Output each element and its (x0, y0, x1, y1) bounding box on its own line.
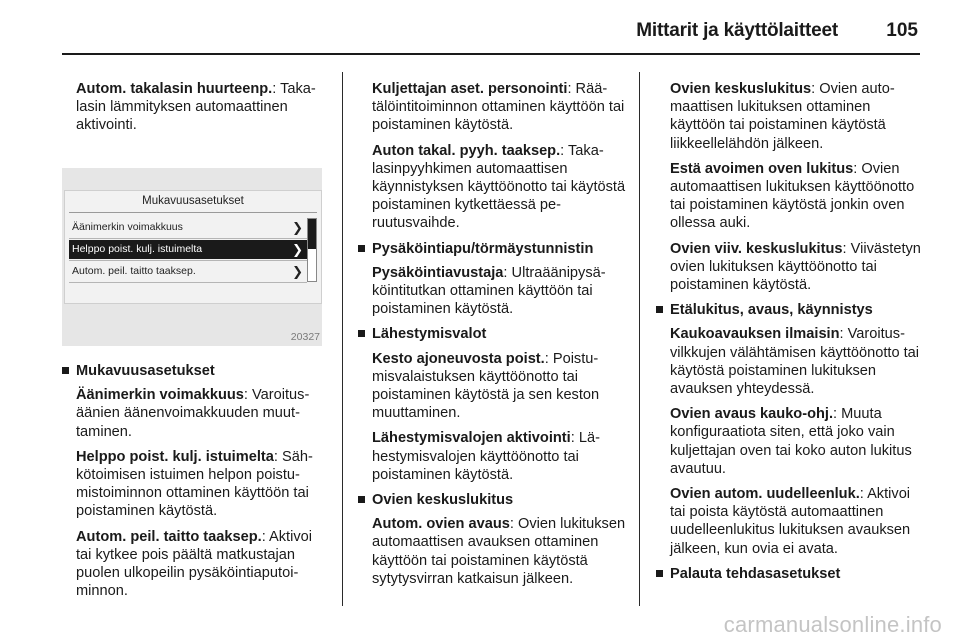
screen-row-volume[interactable] (69, 218, 307, 237)
setting-term: Ovien avaus kauko-ohj. (670, 406, 834, 423)
setting-description (656, 80, 924, 153)
setting-term: Ovien keskuslukitus (670, 81, 812, 97)
chevron-right-icon: ❯ (292, 242, 303, 257)
header-rule (62, 53, 920, 55)
setting-description (656, 240, 924, 295)
bullet-square-icon (656, 570, 663, 577)
setting-term: Ovien viiv. keskuslukitus (670, 240, 843, 257)
screen-title-rule (69, 212, 317, 213)
page-header-title: Mittarit ja käyttölaitteet (636, 20, 838, 41)
section-title: Etälukitus, avaus, käynnistys (670, 302, 873, 319)
setting-text: : Ovien lukituksen automaattisen avauksen ottaminen käyttöön tai poistaminen käytöstä sytytysvirran katkaisun jälkeen. (372, 516, 626, 587)
setting-term: Lähestymisvalojen aktivointi (372, 430, 571, 447)
bullet-square-icon (656, 306, 663, 313)
section-title: Lähestymisvalot (372, 326, 487, 343)
setting-term: Pysäköintiavustaja (372, 264, 504, 281)
setting-description (656, 160, 924, 233)
screen-row-label: Helppo poist. kulj. istuimelta (72, 243, 203, 255)
section-heading (656, 301, 924, 319)
screen-row-easy-exit[interactable] (69, 240, 307, 259)
bullet-square-icon (358, 496, 365, 503)
bullet-square-icon (358, 245, 365, 252)
row-divider (69, 238, 307, 239)
screen-row-label: Äänimerkin voimakkuus (72, 221, 183, 233)
figure-number: 20327 (290, 331, 320, 343)
setting-text: : Ovien automaattisen lukituksen käyttöönotto tai poistaminen käytöstä jonkin oven ollessa auki. (670, 160, 915, 232)
setting-term: Autom. peil. taitto taaksep. (76, 528, 262, 545)
display-figure (62, 168, 322, 346)
setting-text: : Ultraäänipysäköintitutkan ottaminen käyttöön tai poistaminen käytöstä. (372, 264, 606, 318)
intro-paragraph (62, 80, 326, 135)
setting-text: : Lähestymisvalojen käyttöönotto tai poistaminen käytöstä. (372, 430, 600, 483)
left-column (62, 80, 326, 142)
setting-description (358, 142, 626, 233)
column-divider-1 (342, 72, 343, 606)
setting-text: : Sähkötoimisen istuimen helpon poistumistoiminnon ottaminen käyttöön tai poistaminen käytöstä. (76, 448, 313, 520)
setting-description (358, 264, 626, 319)
section-heading (656, 565, 924, 583)
setting-term: Kuljettajan aset. personointi (372, 81, 568, 97)
row-divider (69, 260, 307, 261)
setting-term: Auton takal. pyyh. taaksep. (372, 142, 561, 159)
setting-text: : Aktivoi tai kytkee pois päältä matkustajan puolen ulkopeilin pysäköintiaputoiminnon. (76, 528, 312, 600)
setting-term: Kesto ajoneuvosta poist. (372, 350, 545, 367)
setting-term: Helppo poist. kulj. istuimelta (76, 448, 274, 465)
section-heading (358, 491, 626, 509)
setting-description (358, 350, 626, 423)
setting-text: : Aktivoi tai poista käytöstä automaattinen uudelleenlukitus lukituksen avauksen jälkeen, kun ovia ei avata. (670, 486, 911, 557)
setting-description (62, 386, 326, 441)
setting-description (358, 80, 626, 135)
section-heading (358, 325, 626, 343)
setting-description (358, 515, 626, 588)
setting-term: Ovien autom. uudelleenluk. (670, 486, 860, 503)
page-number: 105 (886, 20, 918, 41)
middle-column (358, 80, 626, 595)
row-divider (69, 282, 307, 283)
setting-description (656, 325, 924, 398)
bullet-square-icon (62, 367, 69, 374)
screen-title: Mukavuusasetukset (142, 195, 244, 207)
display-screen (64, 190, 322, 304)
setting-term: Kaukoavauksen ilmaisin (670, 326, 840, 343)
bullet-square-icon (358, 330, 365, 337)
setting-description (62, 528, 326, 601)
right-column (656, 80, 924, 589)
section-heading (62, 362, 326, 380)
setting-text: : Varoitusvilkkujen välähtämisen käyttöönotto tai käytöstä poistaminen lukituksen avauksen yhteydessä. (670, 326, 920, 398)
screen-row-mirror-fold[interactable] (69, 262, 307, 281)
setting-term: Autom. ovien avaus (372, 516, 510, 533)
setting-text: : Viivästetyn ovien lukituksen käyttöönotto tai poistaminen käytöstä. (670, 240, 921, 294)
left-column-lower (62, 362, 326, 607)
setting-description (62, 448, 326, 521)
setting-description (656, 405, 924, 478)
intro-term: Autom. takalasin huurteenp. (76, 81, 273, 97)
setting-text: : Poistumisvalaistuksen käyttöönotto tai poistaminen käytöstä ja sen keston muuttaminen. (372, 350, 600, 422)
screen-row-label: Autom. peil. taitto taaksep. (72, 265, 196, 277)
section-title: Ovien keskuslukitus (372, 492, 514, 509)
chevron-right-icon: ❯ (292, 264, 303, 279)
column-divider-2 (639, 72, 640, 606)
setting-text: : Ovien automaattisen lukituksen ottaminen käyttöön tai poistaminen käytöstä liikkeellelähdön jälkeen. (670, 81, 895, 152)
chevron-right-icon: ❯ (292, 220, 303, 235)
setting-term: Estä avoimen oven lukitus (670, 160, 854, 177)
setting-text: : Muuta konfiguraatiota siten, että joko vain kuljettajan oven tai koko auton lukitus avautuu. (670, 406, 912, 477)
watermark-text: carmanualsonline.info (723, 612, 942, 637)
setting-description (656, 485, 924, 558)
scroll-thumb[interactable] (308, 219, 316, 249)
screen-scrollbar[interactable] (307, 218, 317, 282)
setting-text: : Takalasinpyyhkimen automaattisen käynnistyksen käyttöönotto tai käytöstä poistaminen kytkettäessä peruutusvaihde. (372, 142, 626, 232)
section-heading (358, 240, 626, 258)
setting-term: Äänimerkin voimakkuus (76, 387, 244, 404)
intro-text: : Takalasin lämmityksen automaattinen aktivointi. (76, 81, 316, 134)
section-title: Palauta tehdasasetukset (670, 565, 841, 582)
section-title: Pysäköintiapu/törmäystunnistin (372, 240, 594, 257)
setting-description (358, 429, 626, 484)
setting-text: : Varoitusäänien äänenvoimakkuuden muuttaminen. (76, 387, 310, 440)
section-title: Mukavuusasetukset (76, 363, 215, 379)
setting-text: : Räätälöintitoiminnon ottaminen käyttöön tai poistaminen käytöstä. (372, 81, 625, 134)
